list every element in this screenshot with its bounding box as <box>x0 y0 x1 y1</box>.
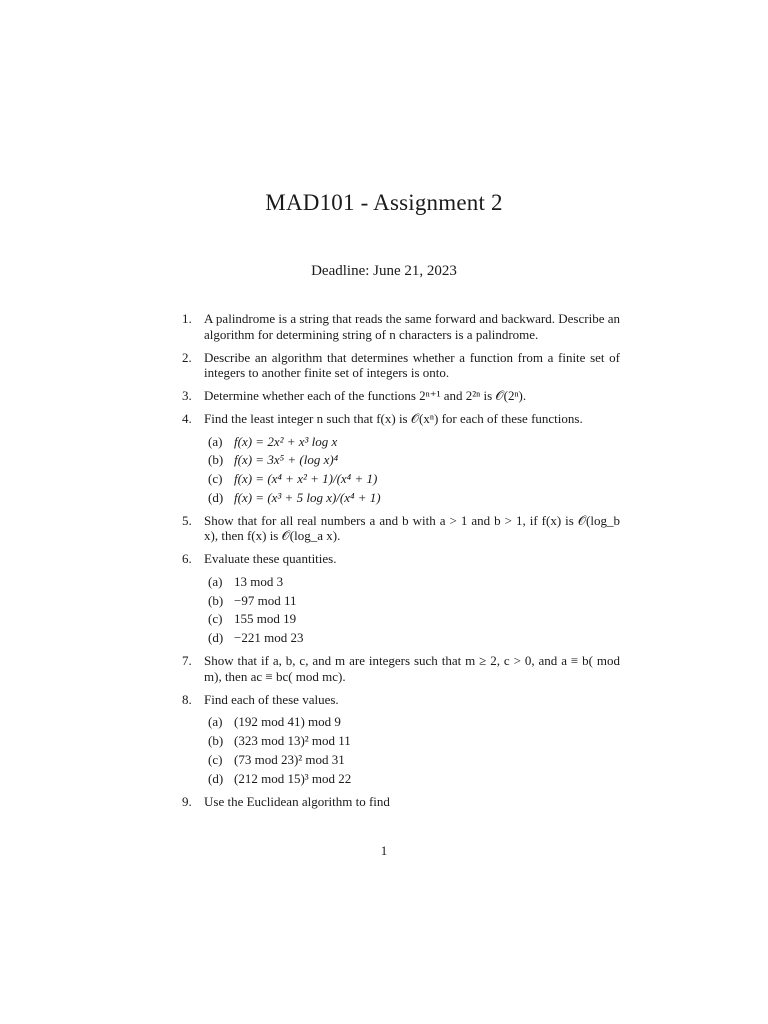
question-number: 2. <box>182 349 192 365</box>
question-text: Find the least integer n such that f(x) is 𝒪(xⁿ) for each of these functions. <box>204 411 583 426</box>
question-number: 9. <box>182 793 192 809</box>
question-text: Evaluate these quantities. <box>204 551 337 567</box>
sub-question-text: (212 mod 15)³ mod 22 <box>234 770 352 786</box>
sub-question-label: (d) <box>208 770 224 786</box>
question-item <box>180 311 620 342</box>
question-number: 4. <box>182 411 192 426</box>
sub-question-text: −221 mod 23 <box>234 630 304 646</box>
question-item <box>180 794 620 810</box>
question-number: 3. <box>182 388 192 403</box>
sub-question-label: (d) <box>208 489 224 505</box>
sub-question-item <box>204 771 620 787</box>
question-item <box>180 513 620 544</box>
sub-question-list <box>204 434 620 506</box>
sub-question-text: (192 mod 41) mod 9 <box>234 714 341 730</box>
question-number: 6. <box>182 551 192 567</box>
deadline-text: Deadline: June 21, 2023 <box>311 263 457 279</box>
question-text: A palindrome is a string that reads the same forward and backward. Describe an algorithm for determining string of n characters is a palindrome. <box>204 311 620 342</box>
question-item <box>180 350 620 381</box>
question-text: Show that for all real numbers a and b with a > 1 and b > 1, if f(x) is 𝒪(log_b x), then f(x) is 𝒪(log_a x). <box>204 512 620 544</box>
sub-question-label: (b) <box>208 452 224 468</box>
sub-question-text: (323 mod 13)² mod 11 <box>234 733 351 749</box>
question-item <box>180 653 620 684</box>
sub-question-list <box>204 574 620 646</box>
sub-question-item <box>204 630 620 646</box>
question-text: Use the Euclidean algorithm to find <box>204 793 390 809</box>
question-item <box>180 388 620 404</box>
sub-question-item <box>204 714 620 730</box>
sub-question-item <box>204 752 620 768</box>
question-number: 8. <box>182 691 192 707</box>
sub-question-item <box>204 471 620 487</box>
question-number: 1. <box>182 311 192 326</box>
sub-question-text: f(x) = (x³ + 5 log x)/(x⁴ + 1) <box>234 489 381 505</box>
sub-question-label: (a) <box>208 573 223 589</box>
question-item <box>180 551 620 645</box>
question-text: Show that if a, b, c, and m are integers such that m ≥ 2, c > 0, and a ≡ b( mod m), then ac ≡ bc( mod mc). <box>204 653 620 684</box>
sub-question-item <box>204 593 620 609</box>
sub-question-item <box>204 611 620 627</box>
question-text: Determine whether each of the functions 2ⁿ⁺¹ and 2²ⁿ is 𝒪(2ⁿ). <box>204 388 527 403</box>
question-text: Describe an algorithm that determines whether a function from a finite set of integers to another finite set of integers is onto. <box>204 349 620 380</box>
sub-question-text: f(x) = (x⁴ + x² + 1)/(x⁴ + 1) <box>234 471 378 487</box>
sub-question-item <box>204 574 620 590</box>
document-title: MAD101 - Assignment 2 <box>265 190 503 215</box>
sub-question-item <box>204 733 620 749</box>
sub-question-text: f(x) = 3x⁵ + (log x)⁴ <box>234 452 339 468</box>
question-number: 5. <box>182 512 192 528</box>
question-item <box>180 411 620 505</box>
sub-question-label: (c) <box>208 471 223 487</box>
page-number: 1 <box>380 843 388 858</box>
sub-question-item <box>204 452 620 468</box>
sub-question-label: (d) <box>208 630 224 646</box>
sub-question-label: (a) <box>208 433 223 449</box>
sub-question-list <box>204 714 620 786</box>
sub-question-text: 155 mod 19 <box>234 611 297 627</box>
question-number: 7. <box>182 653 192 669</box>
sub-question-text: f(x) = 2x² + x³ log x <box>234 433 338 449</box>
sub-question-item <box>204 490 620 506</box>
sub-question-text: 13 mod 3 <box>234 573 284 589</box>
sub-question-item <box>204 434 620 450</box>
question-list <box>180 311 620 817</box>
sub-question-text: −97 mod 11 <box>234 592 297 608</box>
sub-question-label: (c) <box>208 751 223 767</box>
sub-question-label: (b) <box>208 592 224 608</box>
question-text: Find each of these values. <box>204 691 339 707</box>
sub-question-label: (c) <box>208 611 223 627</box>
sub-question-label: (b) <box>208 733 224 749</box>
question-item <box>180 692 620 786</box>
sub-question-text: (73 mod 23)² mod 31 <box>234 751 345 767</box>
sub-question-label: (a) <box>208 714 223 730</box>
